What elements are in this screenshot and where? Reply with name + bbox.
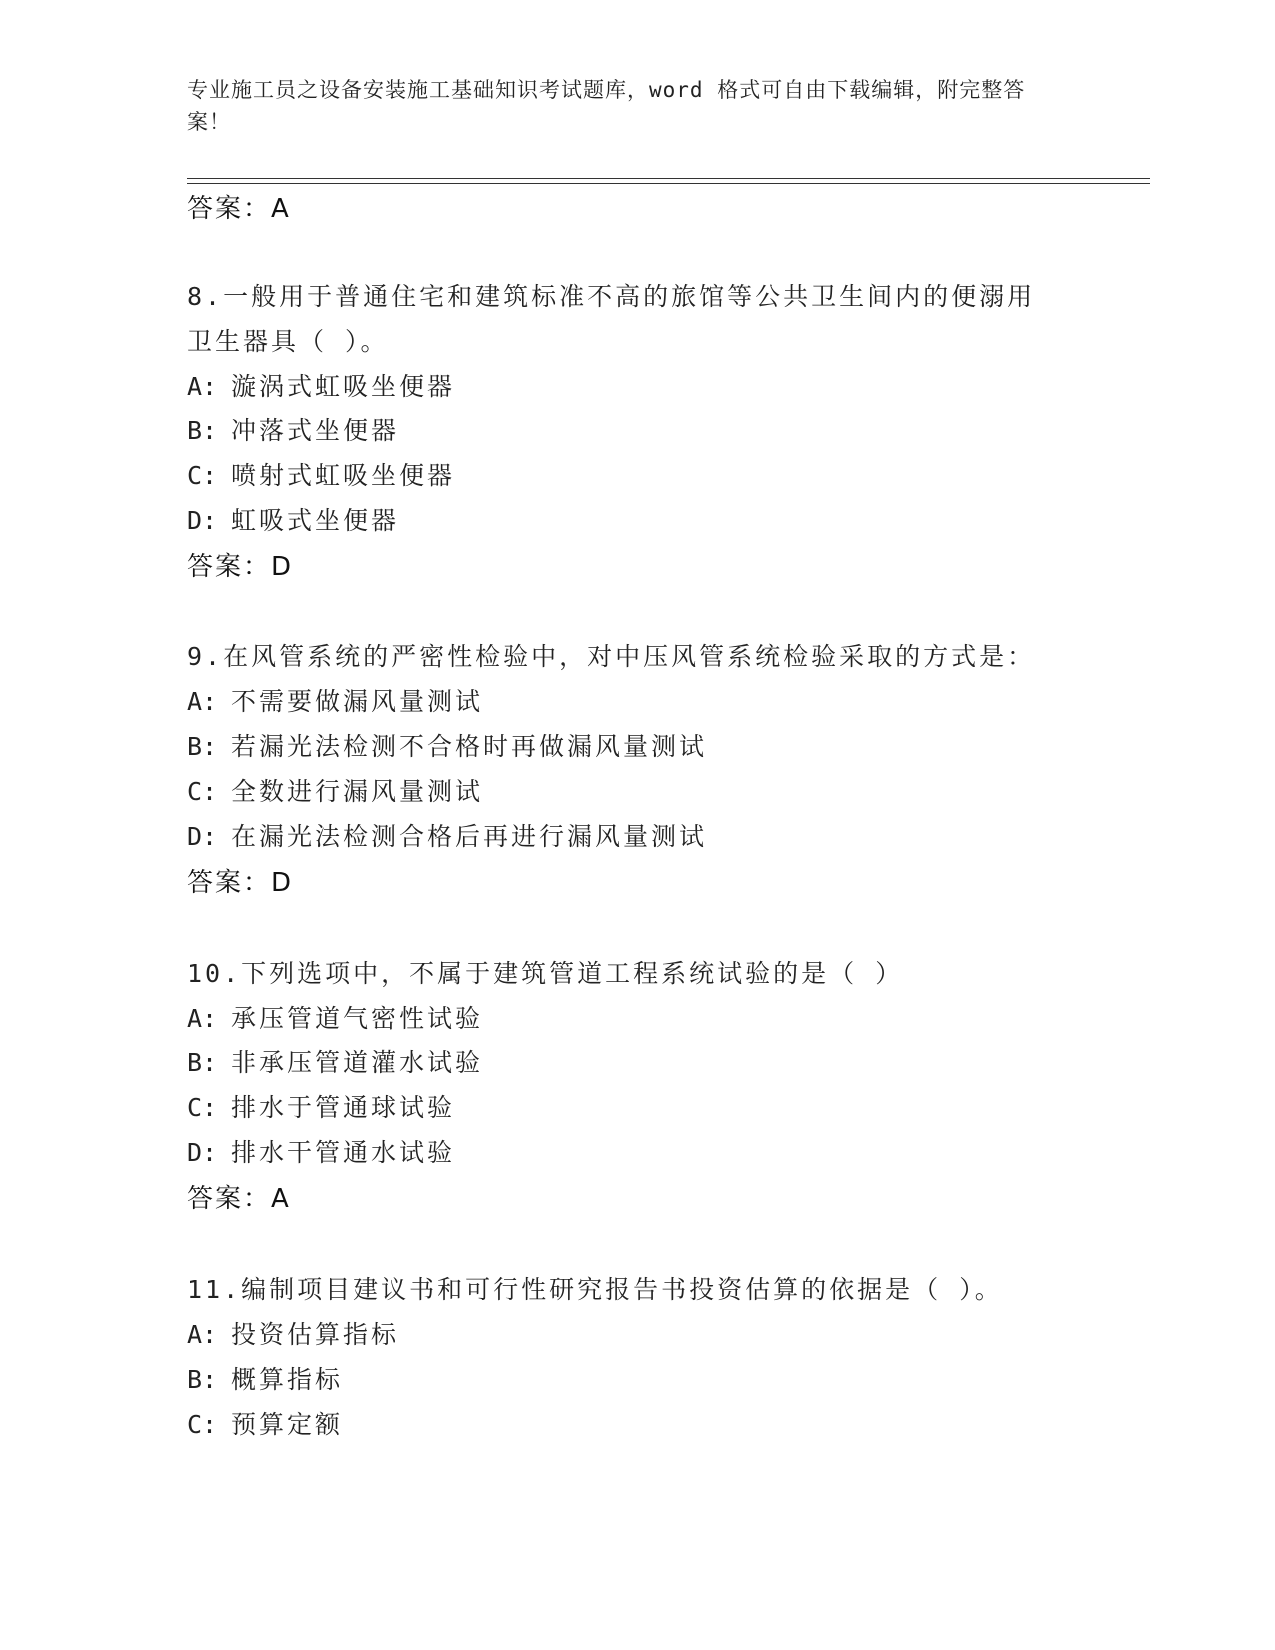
option-key: C: bbox=[187, 1410, 218, 1439]
option-text: 漩涡式虹吸坐便器 bbox=[231, 372, 456, 401]
option-text: 排水于管通球试验 bbox=[231, 1093, 456, 1122]
question-9-option-d bbox=[187, 820, 707, 854]
question-9-option-b bbox=[187, 730, 707, 764]
option-key: A: bbox=[187, 1004, 218, 1033]
question-10-answer: 答案：A bbox=[187, 1184, 291, 1214]
question-8-stem-line-1: 8.一般用于普通住宅和建筑标准不高的旅馆等公共卫生间内的便溺用 bbox=[187, 282, 1036, 311]
option-text: 虹吸式坐便器 bbox=[231, 506, 400, 535]
question-9-option-a bbox=[187, 685, 483, 719]
option-text: 排水干管通水试验 bbox=[231, 1138, 456, 1167]
question-10-option-d bbox=[187, 1136, 455, 1170]
option-key: A: bbox=[187, 687, 218, 716]
option-text: 投资估算指标 bbox=[231, 1320, 400, 1349]
option-key: A: bbox=[187, 1320, 218, 1349]
question-10-stem: 10.下列选项中，不属于建筑管道工程系统试验的是（ ） bbox=[187, 959, 904, 988]
option-text: 不需要做漏风量测试 bbox=[231, 687, 484, 716]
option-key: D: bbox=[187, 822, 218, 851]
question-8-option-a bbox=[187, 370, 455, 404]
option-key: B: bbox=[187, 416, 218, 445]
option-key: B: bbox=[187, 1048, 218, 1077]
question-8-stem-line-2: 卫生器具（ ）。 bbox=[187, 327, 389, 356]
option-key: D: bbox=[187, 506, 218, 535]
option-text: 若漏光法检测不合格时再做漏风量测试 bbox=[231, 732, 708, 761]
option-key: C: bbox=[187, 777, 218, 806]
option-text: 概算指标 bbox=[231, 1365, 344, 1394]
answer-line: 答案：A bbox=[187, 194, 291, 224]
question-11-stem: 11.编制项目建议书和可行性研究报告书投资估算的依据是（ ）。 bbox=[187, 1275, 1003, 1304]
question-9-stem: 9.在风管系统的严密性检验中，对中压风管系统检验采取的方式是： bbox=[187, 642, 1036, 671]
question-10-option-b bbox=[187, 1046, 483, 1080]
option-key: B: bbox=[187, 732, 218, 761]
option-key: C: bbox=[187, 461, 218, 490]
option-text: 预算定额 bbox=[231, 1410, 344, 1439]
option-key: D: bbox=[187, 1138, 218, 1167]
question-10-option-c bbox=[187, 1091, 455, 1125]
header-divider-top bbox=[187, 178, 1150, 179]
question-9-answer: 答案：D bbox=[187, 868, 294, 898]
option-text: 非承压管道灌水试验 bbox=[231, 1048, 484, 1077]
option-key: C: bbox=[187, 1093, 218, 1122]
question-9-option-c bbox=[187, 775, 483, 809]
document-header: 专业施工员之设备安装施工基础知识考试题库，word 格式可自由下载编辑，附完整答案！ bbox=[187, 78, 1026, 134]
option-text: 喷射式虹吸坐便器 bbox=[231, 461, 456, 490]
question-8-answer: 答案：D bbox=[187, 552, 294, 582]
option-key: A: bbox=[187, 372, 218, 401]
question-8-option-d bbox=[187, 504, 399, 538]
option-key: B: bbox=[187, 1365, 218, 1394]
header-divider-bottom bbox=[187, 183, 1150, 184]
question-8-option-b bbox=[187, 414, 399, 448]
question-11-option-c bbox=[187, 1408, 343, 1442]
option-text: 承压管道气密性试验 bbox=[231, 1004, 484, 1033]
question-11-option-a bbox=[187, 1318, 399, 1352]
option-text: 全数进行漏风量测试 bbox=[231, 777, 484, 806]
option-text: 冲落式坐便器 bbox=[231, 416, 400, 445]
option-text: 在漏光法检测合格后再进行漏风量测试 bbox=[231, 822, 708, 851]
question-10-option-a bbox=[187, 1002, 483, 1036]
question-8-option-c bbox=[187, 459, 455, 493]
question-11-option-b bbox=[187, 1363, 343, 1397]
